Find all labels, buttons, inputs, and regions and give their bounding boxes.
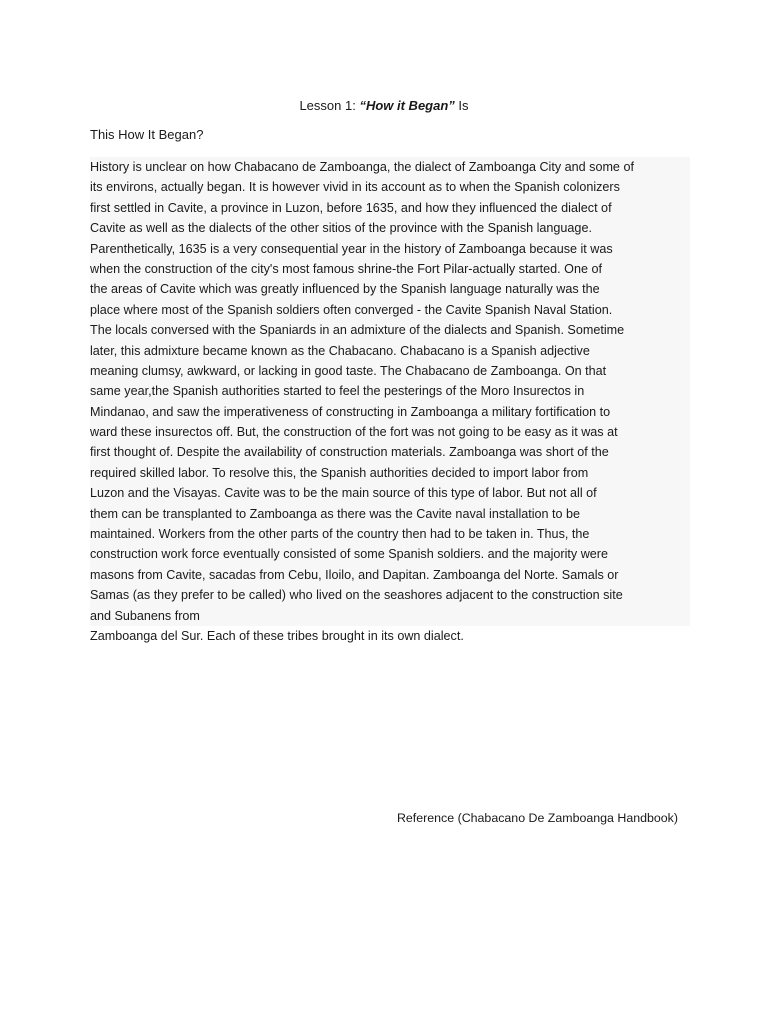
body-line: place where most of the Spanish soldiers often converged - the Cavite Spanish Naval Station.: [90, 300, 690, 320]
section-question: This How It Began?: [90, 127, 204, 142]
body-line: Zamboanga del Sur. Each of these tribes brought in its own dialect.: [90, 628, 464, 643]
body-line: and Subanens from: [90, 606, 690, 626]
body-line: when the construction of the city's most famous shrine-the Fort Pilar-actually started. One of: [90, 259, 690, 279]
body-line: its environs, actually began. It is however vivid in its account as to when the Spanish colonizers: [90, 177, 690, 197]
body-line: The locals conversed with the Spaniards in an admixture of the dialects and Spanish. Sometime: [90, 320, 690, 340]
lesson-title-emphasis: “How it Began”: [359, 98, 455, 113]
body-line: construction work force eventually consisted of some Spanish soldiers. and the majority were: [90, 544, 690, 564]
body-line: masons from Cavite, sacadas from Cebu, Iloilo, and Dapitan. Zamboanga del Norte. Samals or: [90, 565, 690, 585]
body-line: same year,the Spanish authorities started to feel the pesterings of the Moro Insurectos in: [90, 381, 690, 401]
lesson-title-suffix: Is: [454, 98, 469, 113]
lesson-title-prefix: Lesson 1:: [299, 98, 360, 113]
body-line: Samas (as they prefer to be called) who lived on the seashores adjacent to the construction site: [90, 585, 690, 605]
body-line: later, this admixture became known as the Chabacano. Chabacano is a Spanish adjective: [90, 341, 690, 361]
lesson-title: [0, 98, 768, 114]
body-line: required skilled labor. To resolve this, the Spanish authorities decided to import labor from: [90, 463, 690, 483]
body-line: History is unclear on how Chabacano de Zamboanga, the dialect of Zamboanga City and some of: [90, 157, 690, 177]
body-line: Luzon and the Visayas. Cavite was to be the main source of this type of labor. But not all of: [90, 483, 690, 503]
reference-citation: Reference (Chabacano De Zamboanga Handbook): [396, 811, 678, 825]
body-line: them can be transplanted to Zamboanga as there was the Cavite naval installation to be: [90, 504, 690, 524]
body-line: first thought of. Despite the availability of construction materials. Zamboanga was short of the: [90, 442, 690, 462]
body-line: maintained. Workers from the other parts of the country then had to be taken in. Thus, the: [90, 524, 690, 544]
body-line: meaning clumsy, awkward, or lacking in good taste. The Chabacano de Zamboanga. On that: [90, 361, 690, 381]
body-line: ward these insurectos off. But, the construction of the fort was not going to be easy as it was at: [90, 422, 690, 442]
body-line: Mindanao, and saw the imperativeness of constructing in Zamboanga a military fortification to: [90, 402, 690, 422]
body-line: Cavite as well as the dialects of the other sitios of the province with the Spanish language.: [90, 218, 690, 238]
body-line: first settled in Cavite, a province in Luzon, before 1635, and how they influenced the dialect of: [90, 198, 690, 218]
body-line: Parenthetically, 1635 is a very consequential year in the history of Zamboanga because it was: [90, 239, 690, 259]
body-line: the areas of Cavite which was greatly influenced by the Spanish language naturally was the: [90, 279, 690, 299]
body-paragraph: [90, 157, 690, 646]
